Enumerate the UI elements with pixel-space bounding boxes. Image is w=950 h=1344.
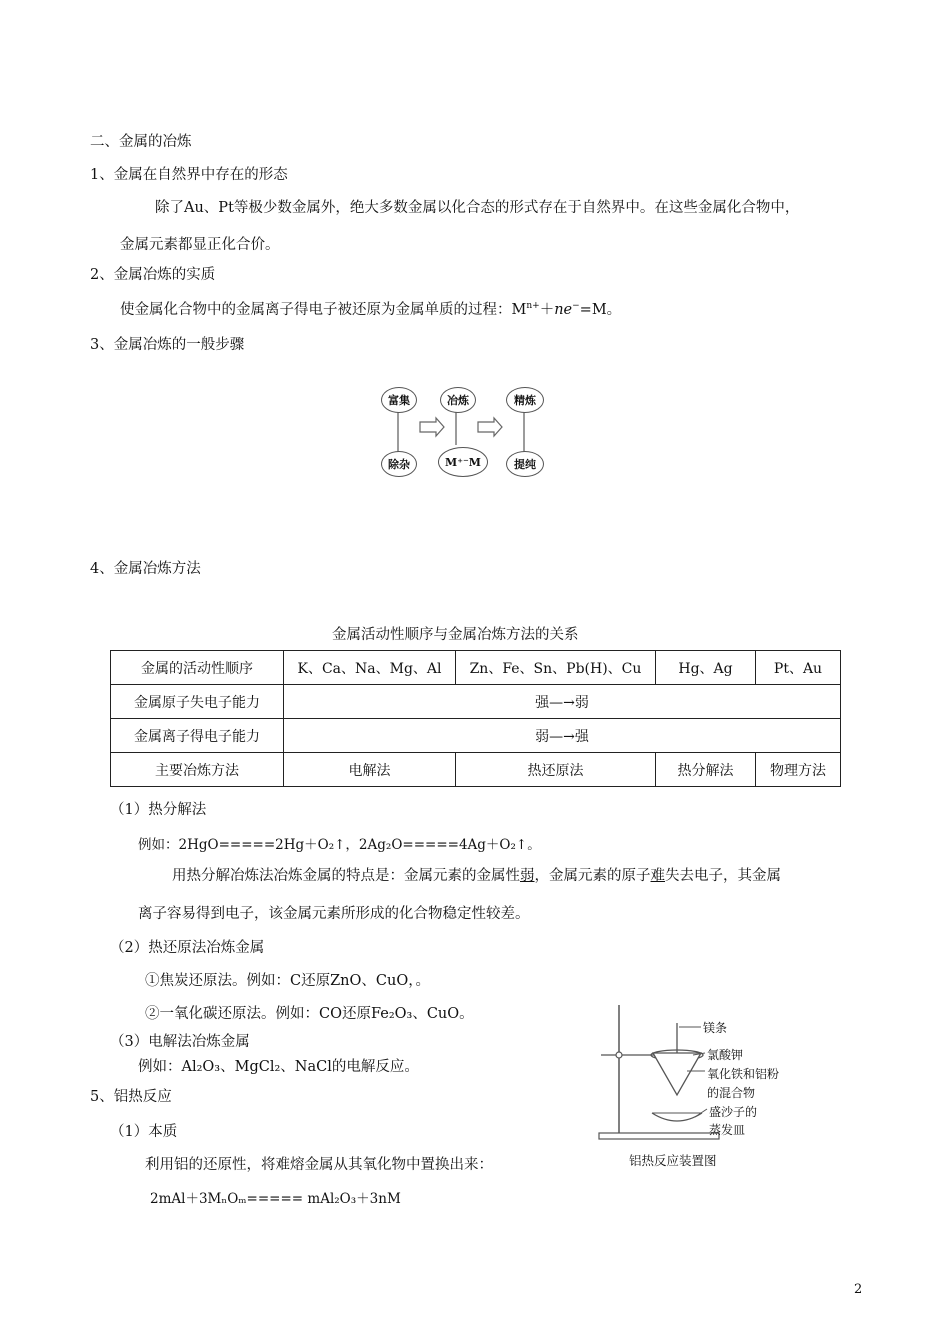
thermite-equation: 2mAl＋3MₙOₘ===== mAl₂O₃＋3nM (150, 1191, 401, 1207)
label-magnesium-strip: 镁条 (703, 1021, 728, 1035)
method-1-feature-line-1 (172, 864, 781, 885)
flow-node-remove-impurities: 除杂 (381, 451, 417, 477)
table-cell: 热还原法 (456, 753, 656, 787)
method-1-example: 例如：2HgO=====2Hg＋O₂↑，2Ag₂O=====4Ag＋O₂↑。 (138, 837, 541, 853)
paragraph-1-line-1: 除了Au、Pt等极少数金属外，绝大多数金属以化合态的形式存在于自然界中。在这些金属化合物中， (155, 200, 800, 216)
table-row (111, 685, 841, 719)
table-cell: Hg、Ag (656, 651, 756, 685)
figure-caption: 铝热反应装置图 (629, 1153, 717, 1168)
flow-node-refine: 精炼 (506, 387, 544, 413)
method-2-item-2: ②一氧化碳还原法。例如：CO还原Fe₂O₃、CuO。 (145, 1006, 474, 1022)
method-2-item-1: ①焦炭还原法。例如：C还原ZnO、CuO，。 (145, 973, 430, 989)
section-5-sub-1: （1）本质 (110, 1124, 178, 1140)
paragraph-1-line-2: 金属元素都显正化合价。 (120, 237, 280, 253)
table-cell: Pt、Au (756, 651, 841, 685)
section-title: 二、金属的冶炼 (90, 134, 192, 150)
p2-text-pre: 使金属化合物中的金属离子得电子被还原为金属单质的过程：M (120, 302, 527, 318)
thermite-apparatus-figure (597, 1005, 787, 1180)
table-row (111, 719, 841, 753)
p2-text-mid: ＋ (539, 302, 555, 318)
flow-node-purify: 提纯 (506, 451, 544, 477)
table-row (111, 651, 841, 685)
label-potassium-chlorate: 氯酸钾 (707, 1048, 744, 1062)
table-caption: 金属活动性顺序与金属冶炼方法的关系 (332, 627, 579, 643)
p2-text-post: =M。 (579, 302, 622, 318)
label-evaporating-dish: 蒸发皿 (709, 1123, 746, 1137)
p2-ne: ne (554, 302, 573, 318)
heading-4: 4、金属冶炼方法 (90, 561, 201, 577)
page-number: 2 (854, 1282, 863, 1297)
section-5-text: 利用铝的还原性，将难熔金属从其氧化物中置换出来： (145, 1157, 493, 1173)
method-1-heading: （1）热分解法 (110, 802, 207, 818)
arrow-right-icon (478, 418, 502, 436)
flow-node-enrich: 富集 (381, 387, 417, 413)
p2-sup-minus: − (572, 301, 580, 312)
flow-node-reduction: M⁺⁻M (438, 447, 488, 477)
heading-5: 5、铝热反应 (90, 1089, 172, 1105)
flow-node-smelt: 冶炼 (440, 387, 476, 413)
table-cell: 金属的活动性顺序 (111, 651, 284, 685)
table-cell: 金属离子得电子能力 (111, 719, 284, 753)
table-cell: 强—→弱 (284, 685, 841, 719)
heading-1: 1、金属在自然界中存在的形态 (90, 167, 288, 183)
feature-text-mid: ，金属元素的原子 (534, 868, 651, 884)
label-sand-dish: 盛沙子的 (709, 1105, 758, 1119)
label-mixture: 的混合物 (707, 1086, 756, 1100)
table-cell: 电解法 (284, 753, 456, 787)
table-cell: K、Ca、Na、Mg、Al (284, 651, 456, 685)
table-cell: 主要冶炼方法 (111, 753, 284, 787)
feature-underline-hard: 难 (650, 868, 665, 884)
arrow-right-icon (420, 418, 444, 436)
heading-3: 3、金属冶炼的一般步骤 (90, 337, 245, 353)
feature-underline-weak: 弱 (520, 868, 535, 884)
method-1-feature-line-2: 离子容易得到电子，该金属元素所形成的化合物稳定性较差。 (138, 906, 530, 922)
feature-text-post: 失去电子，其金属 (665, 868, 781, 884)
table-cell: 物理方法 (756, 753, 841, 787)
table-cell: Zn、Fe、Sn、Pb(H)、Cu (456, 651, 656, 685)
table-row (111, 753, 841, 787)
method-3-heading: （3）电解法冶炼金属 (110, 1034, 250, 1050)
method-3-example: 例如：Al₂O₃、MgCl₂、NaCl的电解反应。 (138, 1059, 419, 1075)
label-iron-oxide-aluminum: 氧化铁和铝粉 (707, 1067, 780, 1081)
p2-sup-n-plus: n+ (526, 301, 540, 312)
paragraph-2 (120, 298, 621, 319)
method-2-heading: （2）热还原法冶炼金属 (110, 940, 265, 956)
smelting-steps-diagram (378, 385, 548, 480)
table-cell: 金属原子失电子能力 (111, 685, 284, 719)
feature-text-pre: 用热分解冶炼法冶炼金属的特点是：金属元素的金属性 (172, 868, 520, 884)
table-cell: 热分解法 (656, 753, 756, 787)
heading-2: 2、金属冶炼的实质 (90, 267, 216, 283)
activity-method-table (110, 650, 841, 787)
table-cell: 弱—→强 (284, 719, 841, 753)
